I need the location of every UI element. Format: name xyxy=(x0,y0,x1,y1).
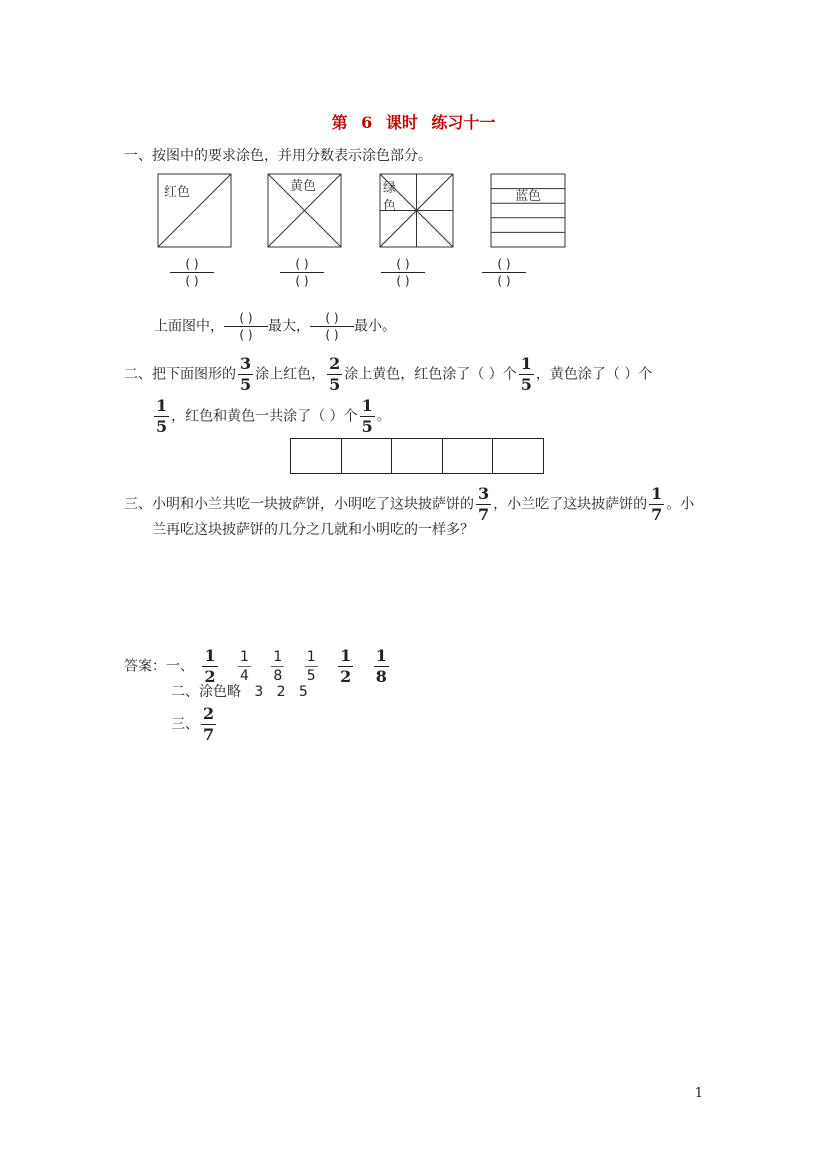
q3-fraction-xiaolan: $\frac{1}{7}$ xyxy=(651,484,663,524)
q1-answer-blank-4[interactable]: $\frac{( )}{( )}$ xyxy=(482,258,526,287)
strip-cell[interactable] xyxy=(291,439,342,473)
strip-cell[interactable] xyxy=(443,439,494,473)
figure-label-blue: 蓝色 xyxy=(515,189,542,204)
figure-label-green-1: 绿 xyxy=(383,181,397,196)
q2-fraction-red: $\frac{3}{5}$ xyxy=(240,354,252,394)
answer-fraction: $\frac{1}{5}$ xyxy=(306,649,316,684)
q3-line2: 兰再吃这块披萨饼的几分之几就和小明吃的一样多？ xyxy=(152,522,474,538)
q1-compare-line: 上面图中， $\frac{( )}{( )}$ 最大， $\frac{( )}{( )}$ 最小。 xyxy=(154,311,396,342)
q1-min-blank[interactable]: $\frac{( )}{( )}$ xyxy=(312,312,352,341)
answers-line2: 二、涂色略 3 2 5 xyxy=(171,684,308,700)
strip-cell[interactable] xyxy=(493,439,543,473)
q1-answer-blank-1[interactable]: $\frac{( )}{( )}$ xyxy=(170,258,214,287)
answer-fraction: $\frac{1}{2}$ xyxy=(204,646,216,686)
page-number: 1 xyxy=(694,1086,703,1101)
q1-answer-blank-2[interactable]: $\frac{( )}{( )}$ xyxy=(280,258,324,287)
answer-fraction: $\frac{1}{8}$ xyxy=(375,646,387,686)
figure-red xyxy=(158,174,231,247)
q2-line2: $\frac{1}{5}$ ，红色和黄色一共涂了（ ）个 $\frac{1}{5}$ 。 xyxy=(156,396,391,436)
page-title: 第 6 课时 练习十一 xyxy=(331,113,496,132)
figure-label-yellow: 黄色 xyxy=(290,179,317,194)
strip-cell[interactable] xyxy=(392,439,443,473)
figure-label-red: 红色 xyxy=(164,185,191,200)
strip-cell[interactable] xyxy=(342,439,393,473)
q1-prompt: 一、按图中的要求涂色，并用分数表示涂色部分。 xyxy=(124,148,432,164)
q1-answer-blank-3[interactable]: $\frac{( )}{( )}$ xyxy=(381,258,425,287)
q2-fraction-yellow: $\frac{2}{5}$ xyxy=(329,354,341,394)
figure-yellow xyxy=(268,174,341,247)
q2-line1: 二、把下面图形的 $\frac{3}{5}$ 涂上红色， $\frac{2}{5}$ 涂上黄色，红色涂了（ ）个 $\frac{1}{5}$ ，黄色涂了（ ）个 xyxy=(124,354,653,394)
answers-line3: 三、 $\frac{2}{7}$ xyxy=(171,704,215,744)
q3-fraction-xiaoming: $\frac{3}{7}$ xyxy=(478,484,490,524)
q1-max-blank[interactable]: $\frac{( )}{( )}$ xyxy=(226,312,266,341)
answers-q2-values: 3 2 5 xyxy=(254,684,308,700)
q3-line1: 三、小明和小兰共吃一块披萨饼，小明吃了这块披萨饼的 $\frac{3}{7}$ ，小兰吃了这块披萨饼的 $\frac{1}{7}$ 。小 xyxy=(124,484,695,524)
figure-green xyxy=(380,174,453,247)
figure-blue xyxy=(491,174,565,247)
answers-line1: 答案：一、 $\frac{1}{2}$ $\frac{1}{4}$ $\frac{1}{8}$ $\frac{1}{5}$ $\frac{1}{2}$ $\frac{1}{8}$ xyxy=(124,646,387,686)
q2-coloring-strip xyxy=(290,438,544,474)
q1-figures xyxy=(150,168,620,252)
answer-fraction: $\frac{1}{8}$ xyxy=(273,649,283,684)
answer-fraction: $\frac{1}{4}$ xyxy=(240,649,249,684)
figure-label-green-2: 色 xyxy=(383,199,397,214)
answer-fraction: $\frac{1}{2}$ xyxy=(340,646,352,686)
answer-fraction: $\frac{2}{7}$ xyxy=(203,704,215,744)
